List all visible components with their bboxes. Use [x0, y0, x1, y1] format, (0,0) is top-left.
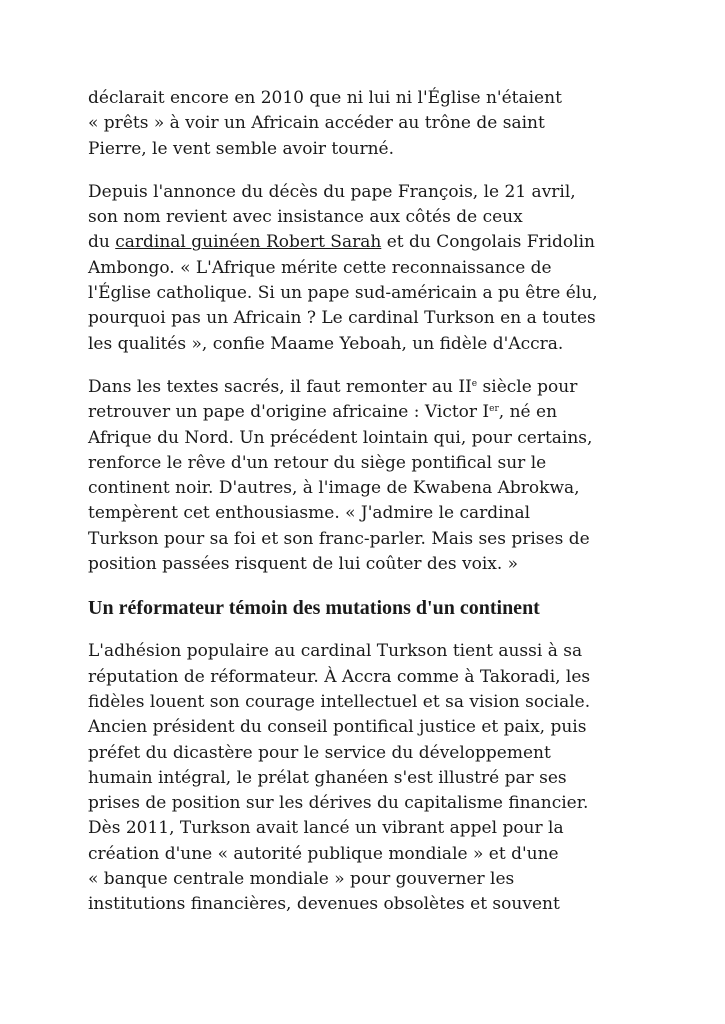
- text-line: déclarait encore en 2010 que ni lui ni l'Église n'étaient: [88, 88, 562, 108]
- text-line: Dès 2011, Turkson avait lancé un vibrant appel pour la: [88, 818, 564, 839]
- paragraph-2: [88, 180, 648, 357]
- text-line: « prêts » à voir un Africain accéder au trône de saint: [88, 113, 545, 134]
- text-line: fidèles louent son courage intellectuel et sa vision sociale.: [88, 691, 591, 712]
- text-line: préfet du dicastère pour le service du développement: [88, 742, 551, 763]
- text-fragment: retrouver un pape d'origine africaine : Victor I: [88, 402, 490, 423]
- text-line: continent noir. D'autres, à l'image de Kwabena Abrokwa,: [88, 478, 580, 499]
- text-line: Depuis l'annonce du décès du pape François, le 21 avril,: [88, 181, 576, 202]
- text-line: [88, 230, 648, 255]
- text-line: [88, 400, 648, 425]
- superscript: er: [489, 404, 499, 415]
- paragraph-1: [88, 86, 648, 162]
- text-line: l'Église catholique. Si un pape sud-américain a pu être élu,: [88, 283, 598, 304]
- text-line: institutions financières, devenues obsolètes et souvent: [88, 894, 560, 915]
- text-line: Ambongo. « L'Afrique mérite cette reconnaissance de: [88, 257, 552, 278]
- text-line: Afrique du Nord. Un précédent lointain qui, pour certains,: [88, 427, 593, 448]
- text-line: réputation de réformateur. À Accra comme à Takoradi, les: [88, 666, 591, 687]
- superscript: e: [471, 378, 478, 389]
- text-line: L'adhésion populaire au cardinal Turkson tient aussi à sa: [88, 641, 583, 662]
- text-fragment: siècle pour: [477, 376, 578, 397]
- text-line: position passées risquent de lui coûter des voix. »: [88, 554, 519, 575]
- text-fragment: du: [88, 232, 116, 253]
- text-line: humain intégral, le prélat ghanéen s'est illustré par ses: [88, 767, 567, 788]
- text-line: Pierre, le vent semble avoir tourné.: [88, 138, 394, 159]
- paragraph-3: [88, 375, 648, 577]
- text-line: tempèrent cet enthousiasme. « J'admire le cardinal: [88, 503, 531, 524]
- text-line: prises de position sur les dérives du capitalisme financier.: [88, 793, 589, 814]
- text-line: pourquoi pas un Africain ? Le cardinal Turkson en a toutes: [88, 308, 596, 329]
- cardinal-sarah-link[interactable]: cardinal guinéen Robert Sarah: [115, 232, 382, 253]
- text-line: [88, 375, 648, 400]
- text-line: création d'une « autorité publique mondiale » et d'une: [88, 843, 559, 864]
- text-line: renforce le rêve d'un retour du siège pontifical sur le: [88, 452, 547, 473]
- text-line: « banque centrale mondiale » pour gouverner les: [88, 869, 515, 890]
- text-fragment: , né en: [498, 402, 558, 423]
- paragraph-4: [88, 639, 648, 917]
- article-page: [88, 86, 648, 936]
- text-fragment: et du Congolais Fridolin: [381, 232, 595, 253]
- text-line: Turkson pour sa foi et son franc-parler. Mais ses prises de: [88, 528, 590, 549]
- text-line: son nom revient avec insistance aux côtés de ceux: [88, 207, 523, 228]
- text-line: Ancien président du conseil pontifical justice et paix, puis: [88, 717, 587, 738]
- text-line: les qualités », confie Maame Yeboah, un fidèle d'Accra.: [88, 333, 564, 354]
- text-fragment: Dans les textes sacrés, il faut remonter au II: [88, 376, 472, 397]
- section-heading: Un réformateur témoin des mutations d'un continent: [88, 597, 540, 620]
